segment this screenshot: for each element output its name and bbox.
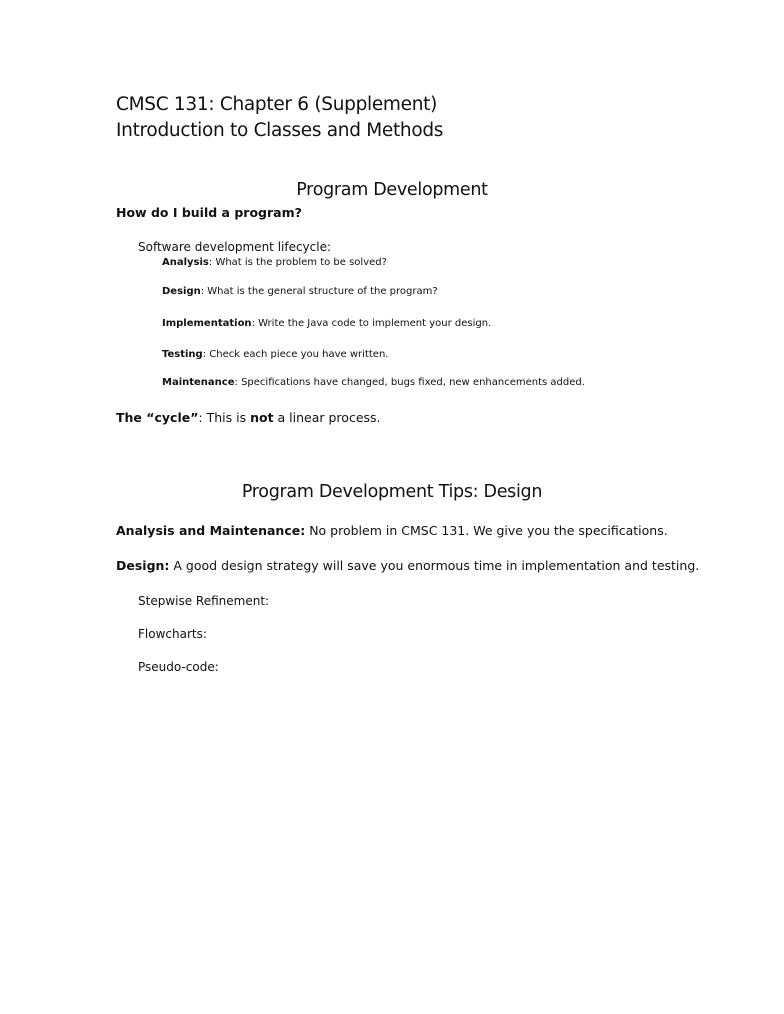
analysis-text: No problem in CMSC 131. We give you the specifications. (305, 523, 668, 538)
lifecycle-text: : Write the Java code to implement your design. (251, 318, 492, 329)
lifecycle-item-design (162, 286, 438, 297)
cycle-text-2: a linear process. (273, 410, 381, 425)
technique-flowcharts: Flowcharts: (138, 627, 207, 641)
lifecycle-term: Analysis (162, 257, 209, 268)
lifecycle-item-implementation (162, 318, 491, 329)
document-subtitle: Introduction to Classes and Methods (116, 120, 444, 141)
lifecycle-text: : What is the general structure of the program? (200, 286, 438, 297)
cycle-text-1: : This is (198, 410, 251, 425)
technique-stepwise-refinement: Stepwise Refinement: (138, 594, 270, 608)
lifecycle-text: : Check each piece you have written. (202, 349, 389, 360)
lifecycle-term: Testing (162, 349, 203, 360)
document-title: CMSC 131: Chapter 6 (Supplement) (116, 94, 438, 115)
lifecycle-text: : What is the problem to be solved? (208, 257, 387, 268)
lifecycle-term: Implementation (162, 318, 252, 329)
design-note (116, 558, 699, 573)
design-lead: Design: (116, 558, 170, 573)
cycle-lead: The “cycle” (116, 410, 199, 425)
lifecycle-label: Software development lifecycle: (138, 240, 332, 254)
cycle-note (116, 410, 381, 425)
lifecycle-item-testing (162, 349, 388, 360)
analysis-lead: Analysis and Maintenance: (116, 523, 306, 538)
section-heading-design-tips: Program Development Tips: Design (241, 482, 543, 502)
question-build-program: How do I build a program? (116, 205, 302, 220)
lifecycle-term: Maintenance (162, 377, 235, 388)
design-text: A good design strategy will save you enormous time in implementation and testing. (169, 558, 700, 573)
technique-pseudo-code: Pseudo-code: (138, 660, 219, 674)
cycle-emphasis: not (250, 410, 274, 425)
analysis-maintenance-note (116, 523, 668, 538)
lifecycle-term: Design (162, 286, 201, 297)
section-heading-program-development: Program Development (296, 180, 488, 200)
lifecycle-item-analysis (162, 257, 387, 268)
lifecycle-text: : Specifications have changed, bugs fixed, new enhancements added. (234, 377, 585, 388)
lifecycle-item-maintenance (162, 377, 585, 388)
